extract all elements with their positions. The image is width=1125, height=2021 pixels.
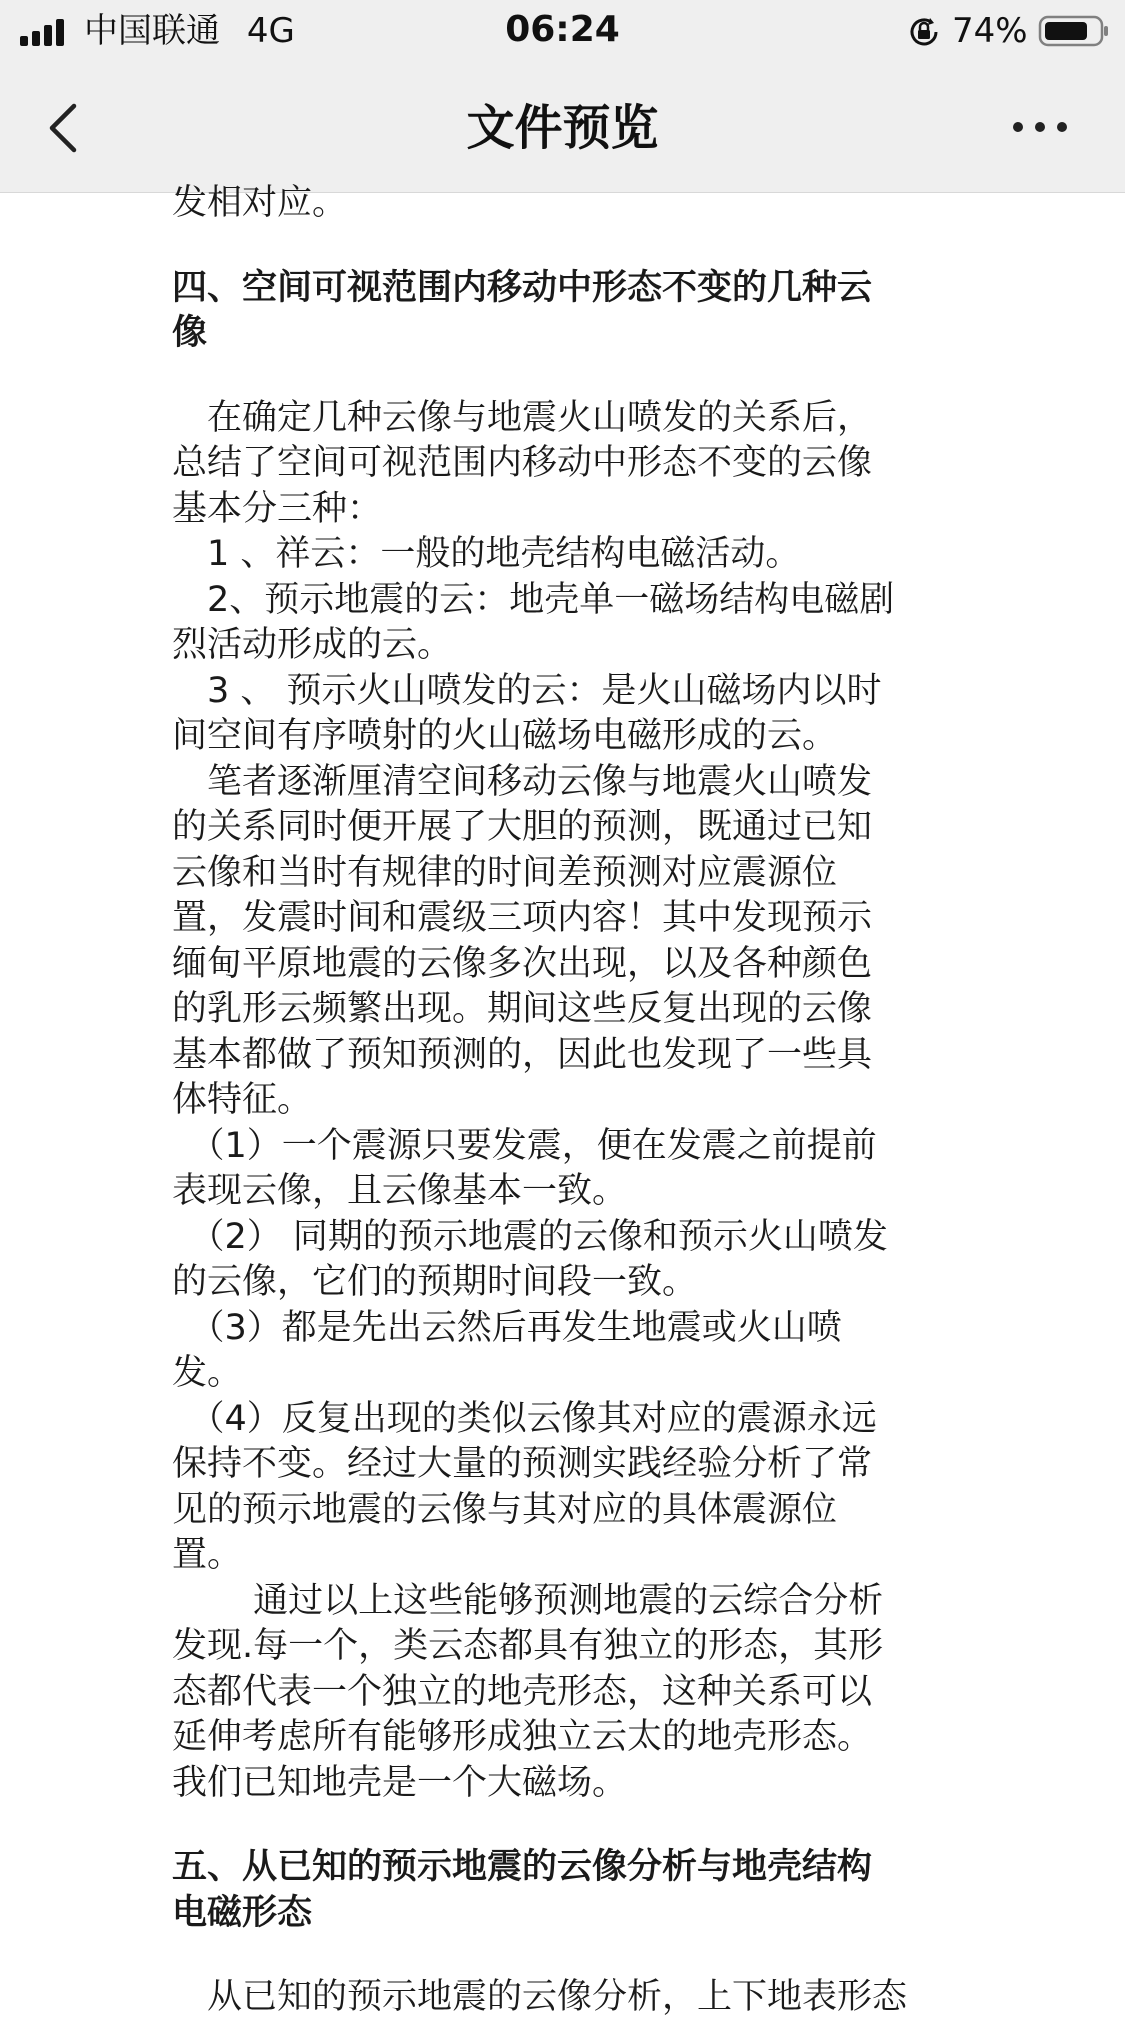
list-item: （2） 同期的预示地震的云像和预示火山喷发 <box>172 1216 888 1257</box>
document-line: 置，发震时间和震级三项内容！其中发现预示 <box>172 898 873 938</box>
list-item: （4）反复出现的类似云像其对应的震源永远 <box>172 1398 877 1439</box>
nav-bar <box>0 62 1125 193</box>
section-4-intro <box>172 396 952 533</box>
document-line: 体特征。 <box>172 1080 313 1120</box>
features-list <box>172 1124 952 1579</box>
conclusion-paragraph <box>172 1579 952 1807</box>
document-line: 通过以上这些能够预测地震的云综合分析 <box>172 1580 884 1621</box>
document-line: 云像和当时有规律的时间差预测对应震源位 <box>172 852 838 893</box>
section-4-heading <box>172 266 952 357</box>
list-item: （1）一个震源只要发震，便在发震之前提前 <box>172 1125 877 1166</box>
document-line: 延伸考虑所有能够形成独立云太的地壳形态。 <box>172 1717 873 1757</box>
list-item-continued: 间空间有序喷射的火山磁场电磁形成的云。 <box>172 716 838 756</box>
list-item-continued: 的云像，它们的预期时间段一致。 <box>172 1262 698 1302</box>
list-item-continued: 见的预示地震的云像与其对应的具体震源位 <box>172 1489 838 1530</box>
page-title: 文件预览 <box>466 100 659 156</box>
document-line: 基本都做了预知预测的，因此也发现了一些具 <box>172 1034 873 1075</box>
document-line: 缅甸平原地震的云像多次出现，以及各种颜色 <box>172 943 873 984</box>
battery-icon <box>1038 14 1110 48</box>
status-bar <box>0 0 1125 62</box>
more-dots-icon[interactable] <box>1010 112 1070 142</box>
document-line: 发现.每一个，类云态都具有独立的形态，其形 <box>172 1626 884 1666</box>
list-item: （3）都是先出云然后再发生地震或火山喷 <box>172 1307 842 1348</box>
list-item: 1 、祥云：一般的地壳结构电磁活动。 <box>172 534 801 574</box>
document-line: 从已知的预示地震的云像分析，上下地表形态 <box>172 1977 908 2017</box>
document-line: 的关系同时便开展了大胆的预测，既通过已知 <box>172 807 873 847</box>
heading-line: 四、空间可视范围内移动中形态不变的几种云 <box>172 267 873 308</box>
document-line: 态都代表一个独立的地壳形态，这种关系可以 <box>172 1671 873 1712</box>
heading-line: 五、从已知的预示地震的云像分析与地壳结构 <box>172 1847 873 1887</box>
list-item-continued: 保持不变。经过大量的预测实践经验分析了常 <box>172 1444 873 1484</box>
document-line: 基本分三种： <box>172 488 383 529</box>
status-time: 06:24 <box>505 9 620 50</box>
list-item-continued: 发。 <box>172 1353 243 1393</box>
prediction-paragraph <box>172 760 952 1124</box>
list-item-continued: 置。 <box>172 1535 243 1575</box>
heading-line: 电磁形态 <box>172 1892 313 1933</box>
document-line: 在确定几种云像与地震火山喷发的关系后， <box>172 397 873 438</box>
list-item-continued: 烈活动形成的云。 <box>172 625 453 665</box>
list-item: 3 、 预示火山喷发的云：是火山磁场内以时 <box>172 670 882 711</box>
list-item-continued: 表现云像，且云像基本一致。 <box>172 1171 628 1211</box>
battery-percentage: 74% <box>952 11 1028 51</box>
document-line: 发相对应。 <box>172 183 348 223</box>
document-line: 总结了空间可视范围内移动中形态不变的云像 <box>172 443 873 483</box>
heading-line: 像 <box>172 313 208 353</box>
document-line: 笔者逐渐厘清空间移动云像与地震火山喷发 <box>172 761 873 802</box>
document-line: 的乳形云频繁出现。期间这些反复出现的云像 <box>172 989 873 1029</box>
list-item: 2、预示地震的云：地壳单一磁场结构电磁剧 <box>172 579 895 620</box>
carrier-name: 中国联通 <box>84 11 220 51</box>
cloud-types-list <box>172 532 952 760</box>
rotation-lock-icon <box>906 14 942 50</box>
document-line: 我们已知地壳是一个大磁场。 <box>172 1762 628 1803</box>
document-content <box>172 181 952 2021</box>
section-5-heading <box>172 1845 952 1936</box>
network-type: 4G <box>246 11 295 51</box>
